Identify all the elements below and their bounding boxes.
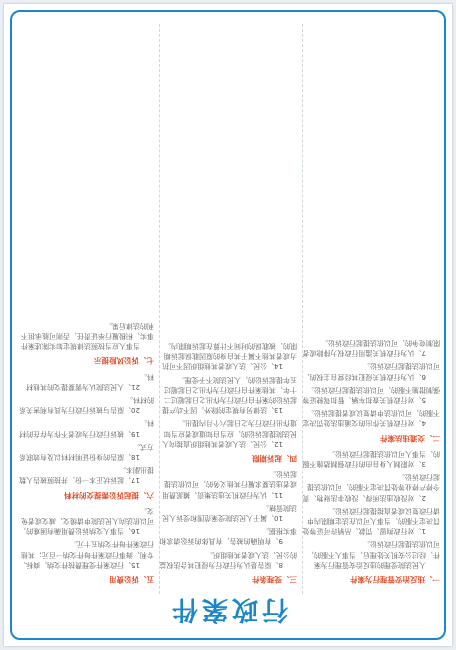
document-title: 行政案件: [168, 594, 289, 624]
section-heading: 六、提起诉讼需提交的材料: [64, 490, 154, 500]
body-paragraph: 13、法律另有规定的除外。因不动产提起诉讼的案件自行政行为作出之日起超过二十年，其他案件自行政行为作出之日起超过五年提起诉讼的，人民法院不予受理。: [162, 375, 297, 415]
body-paragraph: 21、人民法院认为需要提交的其他材料。: [26, 372, 154, 391]
body-paragraph: 11、认为行政机关违法集资、摊派费用或者违法要求履行其他义务的，可以依法提起诉讼。: [162, 470, 297, 499]
body-paragraph: 17、起诉状正本一份，并按照被告人数提出副本。: [19, 466, 154, 485]
rotated-page: [4, 4, 452, 646]
body-paragraph: 18、原告的身份证明材料以及有效联系方式。: [19, 442, 154, 461]
section-heading: 四、起诉期限: [252, 453, 297, 463]
body-paragraph: 8、原告是认为行政行为侵犯其合法权益的公民、法人或者其他组织。: [159, 550, 297, 569]
section-heading: 五、诉讼费用: [109, 575, 154, 584]
body-paragraph: 14、公民、法人或者其他组织因不可抗力或者其他不属于其自身的原因耽误起诉期限的，被耽误的时间不计算在起诉期限内。: [162, 341, 297, 371]
body-paragraph: 4、对行政机关作出的交通违法处罚决定不服的，可以依法申请复议或者提起诉讼。: [302, 409, 440, 428]
column-3: [16, 318, 154, 590]
section-heading: 一、违反治安管理行为案件: [350, 575, 440, 584]
body-paragraph: 7、认为行政机关滥用行政权力排除或者限制竞争的，可以依法提起行政诉讼。: [302, 338, 440, 358]
section-heading: 三、受理条件: [252, 575, 297, 584]
body-paragraph: 10、属于人民法院受案范围和受诉人民法院管辖。: [162, 503, 297, 522]
body-paragraph: 当事人应当按照法律规定如实陈述案件事实，积极履行举证责任，否则可能承担不利的法律后果。: [21, 321, 154, 351]
body-paragraph: 6、认为行政机关侵犯其经营自主权的，可以依法提起行政诉讼。: [302, 362, 440, 381]
section-heading: 二、交通违法案件: [380, 433, 440, 443]
body-paragraph: 3、对限制人身自由的行政强制措施不服的，当事人可以依法提起行政诉讼。: [302, 449, 440, 468]
body-paragraph: 12、公民、法人或者其他组织直接向人民法院提起诉讼的，应当自知道或者应当知道作出行政行为之日起六个月内提出。: [162, 419, 297, 448]
body-paragraph: 5、对行政机关查扣车辆、暂扣驾驶证等强制措施不服的，可以依法提起行政诉讼。: [302, 385, 440, 404]
body-paragraph: 15、行政案件受理费按件交纳，商标、专利、海事行政案件每件交纳一百元；其他行政案件每件交纳五十元。: [19, 540, 154, 569]
column-1: [302, 335, 440, 590]
body-paragraph: 9、有明确的被告，有具体的诉讼请求和事实根据。: [159, 527, 297, 546]
body-paragraph: 19、被诉行政行为或者不作为存在的材料。: [19, 419, 154, 438]
body-paragraph: 20、原告与被诉行政行为具有利害关系的材料。: [19, 395, 154, 415]
body-paragraph: 2、对没收违法所得、没收非法财物、责令停产停业等处罚决定不服的，可以依法提起行政诉讼。: [302, 473, 440, 502]
body-paragraph: 人民法院受理的违反治安管理行为案件，经过公安机关处理后，当事人不服的，可以依法提起行政诉讼。: [307, 540, 440, 569]
section-heading: 七、诉讼风险提示: [94, 356, 154, 366]
body-paragraph: 1、对行政拘留、罚款、吊销许可证等处罚决定不服的，当事人可以在法定期限内申请行政复议或者直接提起行政诉讼。: [302, 506, 440, 536]
body-paragraph: 16、当事人交纳诉讼费用确有困难的，可以依法向人民法院申请缓交、减交或者免交。: [19, 506, 154, 536]
document-sheet: [4, 4, 452, 646]
column-2: [159, 338, 297, 590]
